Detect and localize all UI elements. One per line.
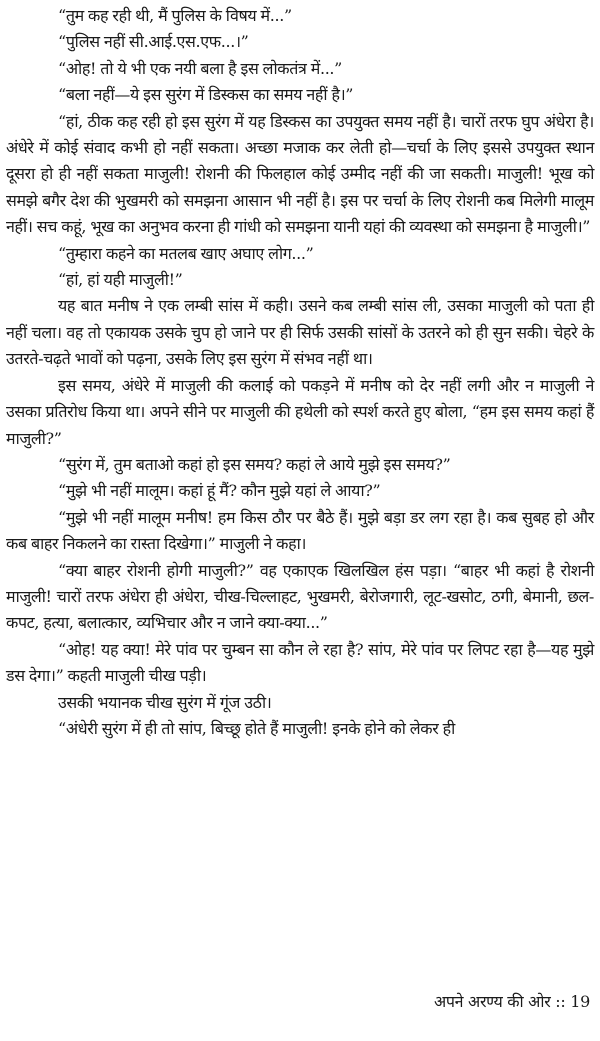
paragraph-5: “हां, ठीक कह रही हो इस सुरंग में यह डिस्कस का उपयुक्त समय नहीं है। चारों तरफ घुप अंधेरा है। अंधेरे में कोई संवाद कभी हो नहीं सकता। अच्छा मजाक कर लेती हो—चर्चा के लिए इससे उपयुक्त स्थान दूसरा हो ही नहीं सकता माजुली! रोशनी की फिलहाल कोई उम्मीद नहीं की जा सकती। माजुली! भूख को समझे बगैर देश की भुखमरी को समझना आसान भी नहीं है। इस पर चर्चा के लिए रोशनी कब मिलेगी मालूम नहीं। सच कहूं, भूख का अनुभव करना ही गांधी को समझना यानी यहां की व्यवस्था को समझना है माजुली।” bbox=[6, 111, 594, 237]
paragraph-16: “अंधेरी सुरंग में ही तो सांप, बिच्छू होते हैं माजुली! इनके होने को लेकर ही bbox=[58, 718, 455, 738]
paragraph-11: “मुझे भी नहीं मालूम। कहां हूं मैं? कौन मुझे यहां ले आया?” bbox=[58, 481, 381, 501]
paragraph-4: “बला नहीं—ये इस सुरंग में डिस्कस का समय नहीं है।” bbox=[58, 85, 354, 105]
page-footer-running-title: अपने अरण्य की ओर :: 19 bbox=[433, 992, 590, 1011]
paragraph-1: “तुम कह रही थी, मैं पुलिस के विषय में...” bbox=[58, 6, 292, 25]
paragraph-3: “ओह! तो ये भी एक नयी बला है इस लोकतंत्र में...” bbox=[58, 58, 342, 78]
paragraph-6: “तुम्हारा कहने का मतलब खाए अघाए लोग...” bbox=[58, 243, 314, 263]
paragraph-13: “क्या बाहर रोशनी होगी माजुली?” वह एकाएक खिलखिल हंस पड़ा। “बाहर भी कहां है रोशनी माजुली! चारों तरफ अंधेरा ही अंधेरा, चीख-चिल्लाहट, भुखमरी, बेरोजगारी, लूट-खसोट, ठगी, बेमानी, छल-कपट, हत्या, बलात्कार, व्यभिचार और न जाने क्या-क्या...” bbox=[6, 560, 594, 633]
paragraph-14: “ओह! यह क्या! मेरे पांव पर चुम्बन सा कौन ले रहा है? सांप, मेरे पांव पर लिपट रहा है—यह मुझे डस देगा।” कहती माजुली चीख पड़ी। bbox=[6, 639, 594, 686]
paragraph-7: “हां, हां यही माजुली!” bbox=[58, 270, 183, 290]
paragraph-9: इस समय, अंधेरे में माजुली की कलाई को पकड़ने में मनीष को देर नहीं लगी और न माजुली ने उसका प्रतिरोध किया था। अपने सीने पर माजुली की हथेली को स्पर्श करते हुए बोला, “हम इस समय कहां हैं माजुली?” bbox=[6, 375, 594, 448]
paragraph-10: “सुरंग में, तुम बताओ कहां हो इस समय? कहां ले आये मुझे इस समय?” bbox=[58, 454, 451, 474]
page-body-text bbox=[6, 3, 594, 742]
paragraph-15: उसकी भयानक चीख सुरंग में गूंज उठी। bbox=[58, 692, 272, 712]
paragraph-2: “पुलिस नहीं सी.आई.एस.एफ...।” bbox=[58, 32, 249, 52]
paragraph-8: यह बात मनीष ने एक लम्बी सांस में कही। उसने कब लम्बी सांस ली, उसका माजुली को पता ही नहीं चला। वह तो एकायक उसके चुप हो जाने पर ही सिर्फ उसकी सांसों के उतरने को ही सुन सकी। चेहरे के उतरते-चढ़ते भावों को पढ़ना, उसके लिए इस सुरंग में संभव नहीं था। bbox=[6, 296, 594, 369]
paragraph-12: “मुझे भी नहीं मालूम मनीष! हम किस ठौर पर बैठे हैं। मुझे बड़ा डर लग रहा है। कब सुबह हो और कब बाहर निकलने का रास्ता दिखेगा।” माजुली ने कहा। bbox=[6, 507, 594, 554]
